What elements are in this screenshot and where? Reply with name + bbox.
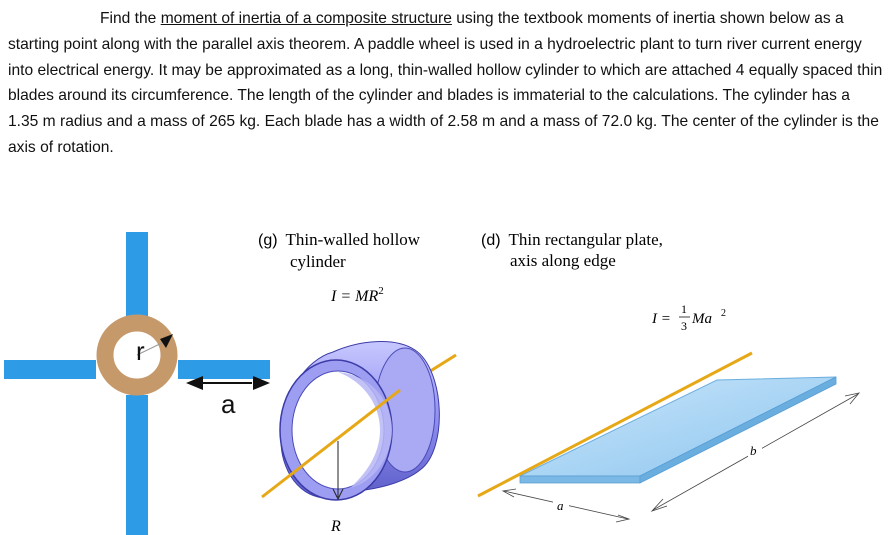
cylinder-title-2: cylinder [290, 252, 346, 271]
paddle-wheel-diagram [4, 232, 270, 535]
problem-underlined: moment of inertia of a composite structure [160, 10, 452, 27]
width-label: a [221, 389, 236, 419]
cylinder-radius-label: R [331, 518, 341, 535]
svg-text:I = MR2 [330, 285, 384, 305]
plate-title-1: Thin rectangular plate, [508, 230, 663, 249]
cylinder-figure [258, 230, 456, 535]
radius-label: r [136, 336, 145, 366]
plate-formula-exp: 2 [721, 308, 726, 319]
dim-a-label: a [557, 498, 564, 513]
plate-formula-rhs: Ma [692, 311, 712, 327]
plate-formula [651, 302, 726, 333]
plate-frac-num: 1 [681, 302, 687, 316]
blade-top [126, 232, 148, 316]
problem-lead: Find the [100, 10, 161, 27]
plate-tag: (d) [481, 232, 501, 249]
blade-left [4, 360, 96, 379]
plate-frac-den: 3 [681, 319, 687, 333]
dim-b-label: b [750, 443, 757, 458]
plate-thickness [520, 476, 640, 483]
plate-formula-lhs: I = [652, 311, 671, 327]
blade-right [178, 360, 270, 379]
blade-bottom [126, 395, 148, 535]
cylinder-formula: I = MR [331, 288, 379, 305]
problem-body: using the textbook moments of inertia shown below as a starting point along with the parallel axis theorem. A paddle wheel is used in a hydroelectric plant to turn river current energy into electrical energy. It may be approximated as a long, thin-walled hollow cylinder to which are attached 4 equally spaced thin blades around its circumference. The length of the cylinder and blades is immaterial to the calculations. The cylinder has a 1.35 m radius and a mass of 265 kg. Each blade has a width of 2.58 m and a mass of 72.0 kg. The center of the cylinder is the axis of rotation. [8, 10, 883, 156]
cylinder-formula-exp: 2 [378, 285, 384, 297]
svg-text:(d) Thin rectangular pla [481, 230, 663, 249]
plate-figure [478, 230, 859, 522]
dim-a-arrow-right [616, 515, 629, 522]
svg-text:(g) Thin-walled hollow [258, 230, 421, 249]
cylinder-title-1: Thin-walled hollow [285, 230, 421, 249]
plate-title-2: axis along edge [510, 251, 616, 270]
cylinder-tag: (g) [258, 232, 278, 249]
